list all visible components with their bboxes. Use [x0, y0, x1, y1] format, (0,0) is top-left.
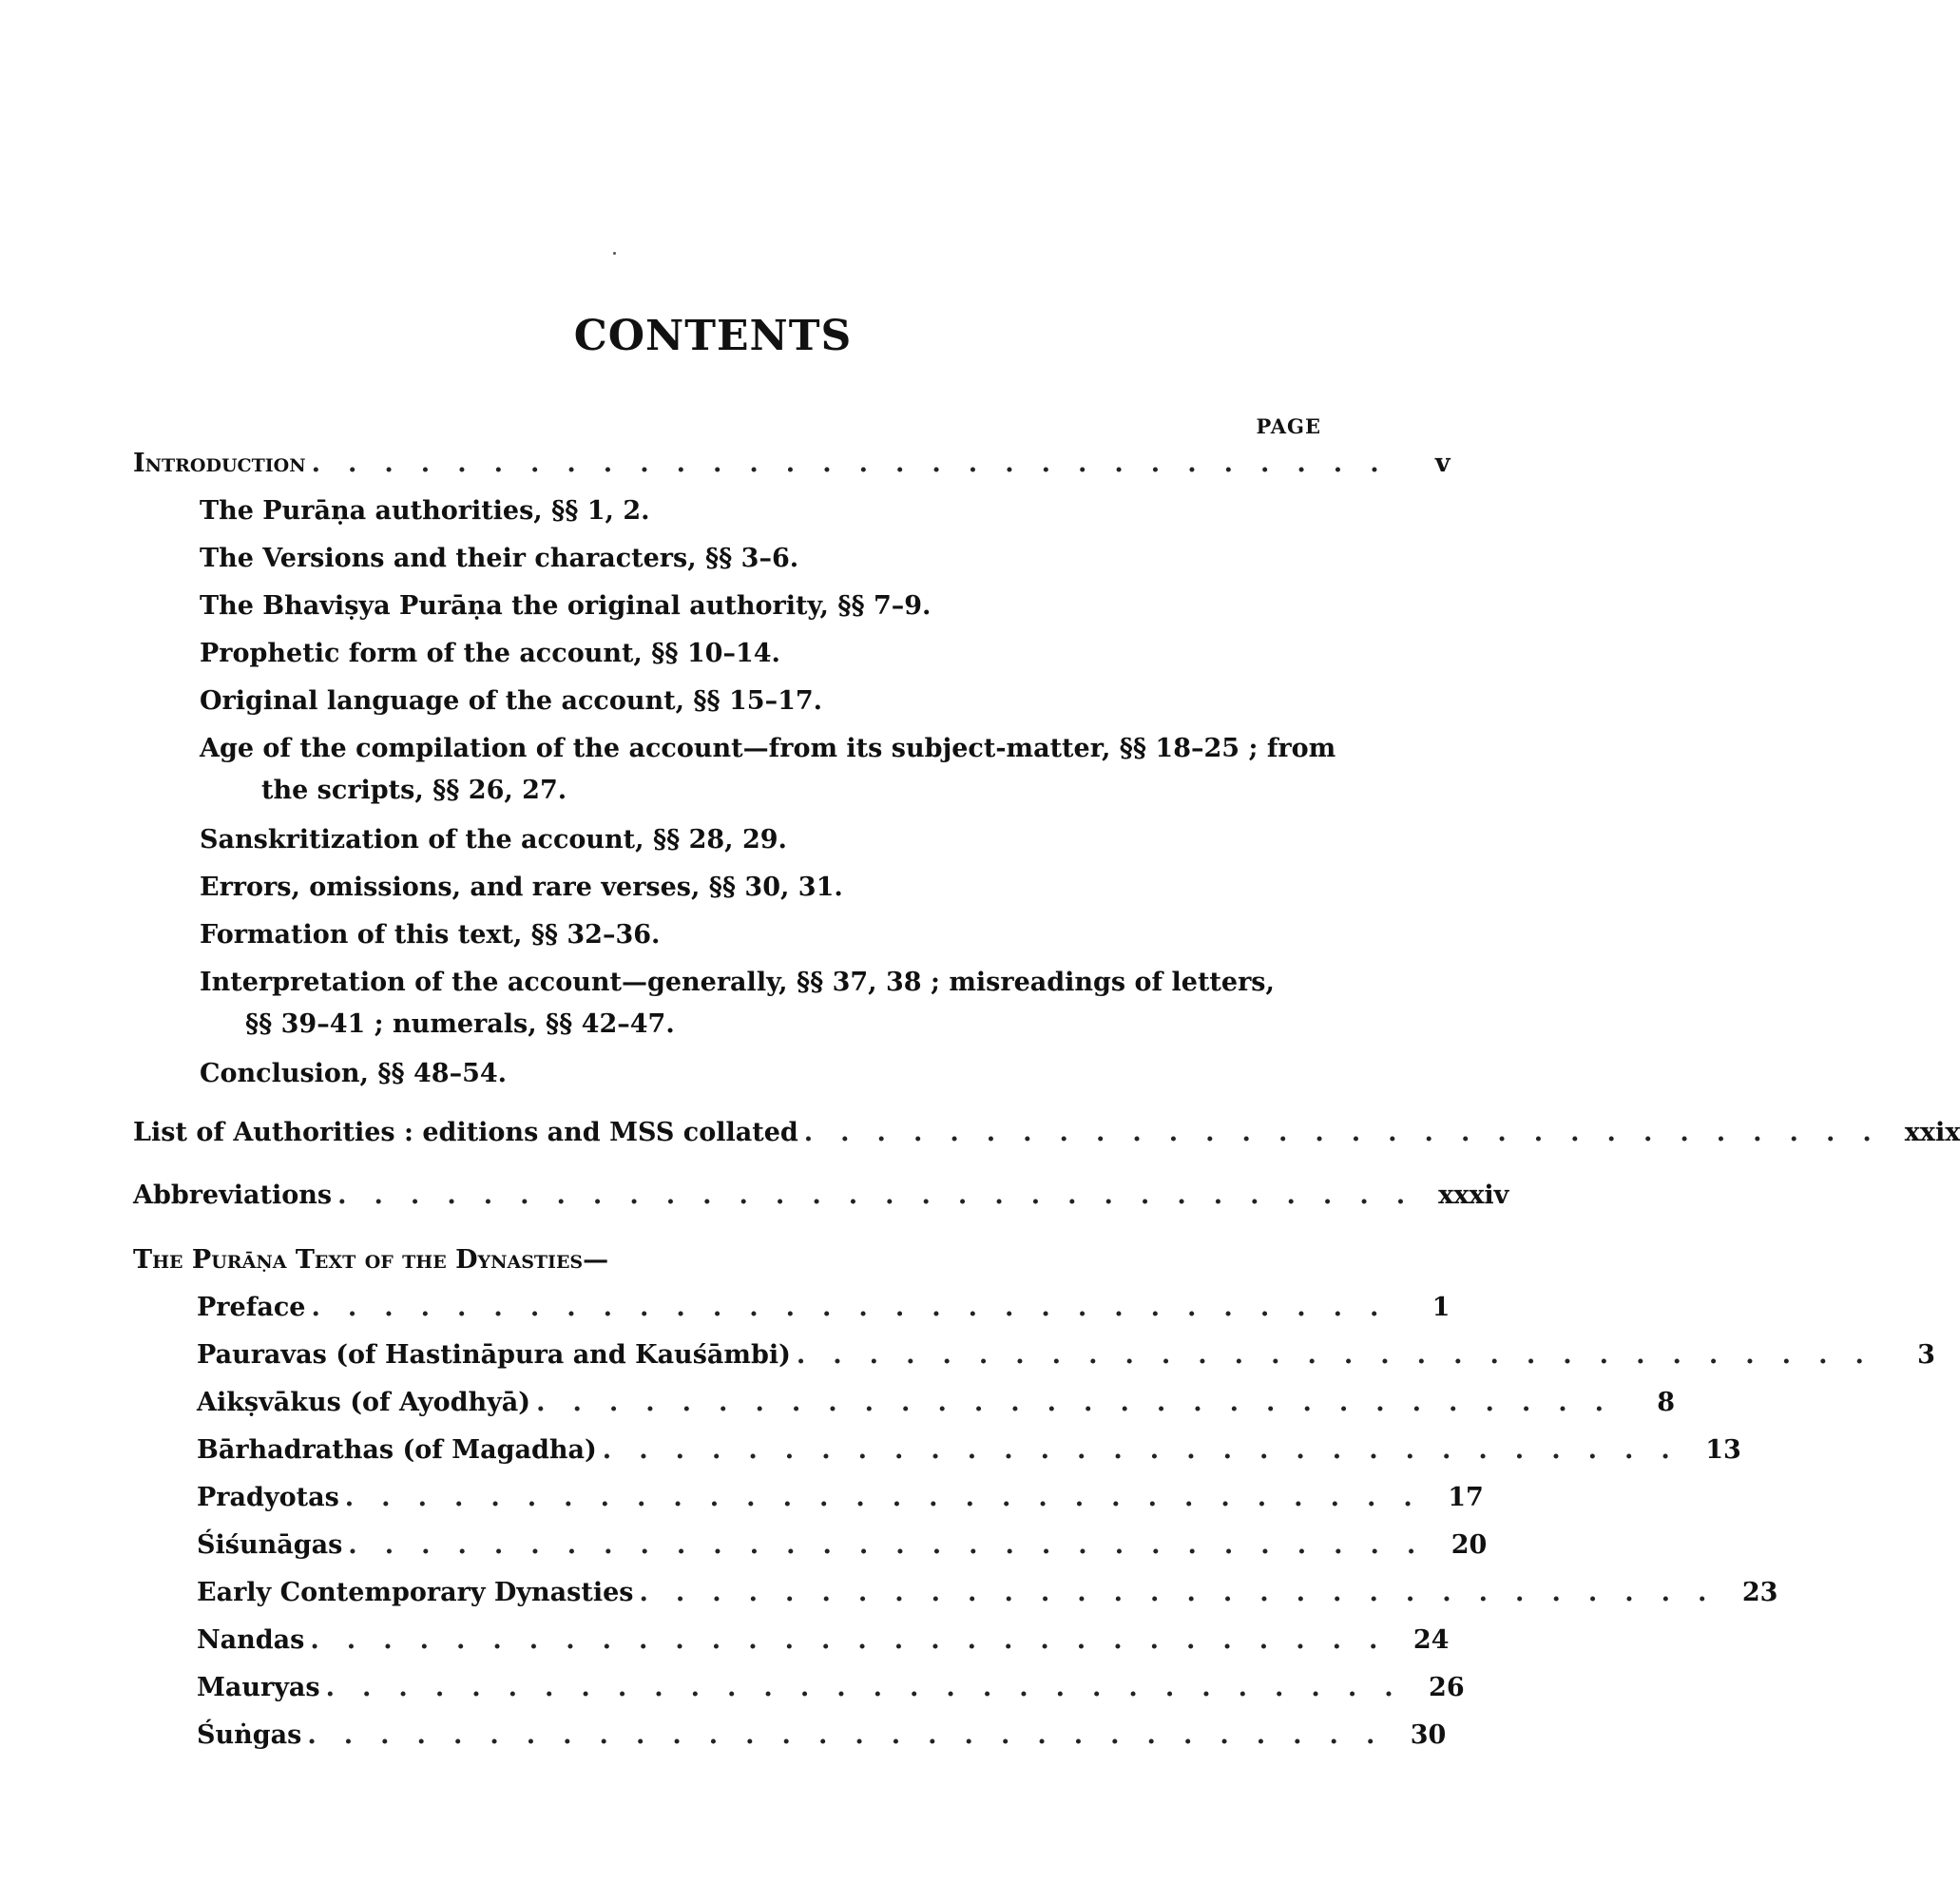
toc-entry-page: 3 — [1917, 1340, 1935, 1370]
intro-subitem: The Purāṇa authorities, §§ 1, 2. — [200, 496, 650, 526]
intro-subitem: Age of the compilation of the account—from its subject-matter, §§ 18–25 ; from — [200, 734, 1336, 763]
toc-entry-page: 8 — [1657, 1388, 1676, 1417]
toc-entry-page: 24 — [1412, 1625, 1450, 1655]
toc-section-heading: The Purāṇa Text of the Dynasties— — [133, 1245, 609, 1275]
dot-leader: .............................. — [337, 1181, 1433, 1210]
intro-subitem-continuation: the scripts, §§ 26, 27. — [261, 776, 567, 805]
toc-entry-dynasty — [197, 1435, 1741, 1465]
toc-entry-label: Mauryas — [197, 1673, 320, 1702]
toc-entry-dynasty — [197, 1483, 1484, 1512]
toc-entry-dynasty — [197, 1340, 1935, 1370]
toc-entry-page: 17 — [1448, 1483, 1484, 1512]
toc-entry-list-of-authorities — [133, 1118, 1960, 1147]
toc-entry-abbreviations — [133, 1181, 1509, 1210]
dot-leader: .............................. — [796, 1340, 1892, 1370]
toc-entry-label: Aikṣvākus (of Ayodhyā) — [197, 1388, 531, 1417]
toc-entry-label: Pauravas (of Hastināpura and Kauśāmbi) — [197, 1340, 791, 1370]
toc-entry-dynasty — [197, 1720, 1447, 1750]
toc-entry-dynasty — [197, 1388, 1676, 1417]
toc-entry-label: Śiśunāgas — [197, 1530, 343, 1560]
toc-entry-page: 23 — [1741, 1578, 1778, 1607]
toc-entry-page: 1 — [1432, 1293, 1451, 1322]
toc-entry-label: Nandas — [197, 1625, 305, 1655]
toc-entry-page: 13 — [1705, 1435, 1741, 1465]
toc-entry-dynasty — [197, 1625, 1450, 1655]
toc-entry-label: Pradyotas — [197, 1483, 339, 1512]
toc-entry-label: Bārhadrathas (of Magadha) — [197, 1435, 597, 1465]
toc-entry-page: xxix — [1904, 1118, 1960, 1147]
dot-leader: .............................. — [348, 1530, 1444, 1560]
toc-entry-page: v — [1434, 449, 1451, 478]
toc-entry-page: 26 — [1429, 1673, 1465, 1702]
toc-entry-dynasty — [197, 1530, 1488, 1560]
toc-entry-page: 20 — [1451, 1530, 1488, 1560]
dot-leader: .............................. — [325, 1673, 1421, 1702]
intro-subitem: Interpretation of the account—generally, §§ 37, 38 ; misreadings of letters, — [200, 968, 1275, 997]
dot-leader: .............................. — [311, 449, 1407, 478]
toc-entry-label: Śuṅgas — [197, 1720, 302, 1750]
intro-subitem: Conclusion, §§ 48–54. — [200, 1059, 508, 1088]
dot-leader: .............................. — [344, 1483, 1440, 1512]
toc-entry-dynasty — [197, 1673, 1465, 1702]
page-column-label: PAGE — [1256, 414, 1321, 438]
dot-leader: .............................. — [639, 1578, 1735, 1607]
page-title: CONTENTS — [573, 312, 853, 360]
toc-entry-dynasty — [197, 1293, 1451, 1322]
toc-entry-dynasty — [197, 1578, 1778, 1607]
intro-subitem: Original language of the account, §§ 15–17. — [200, 686, 823, 716]
toc-entry-introduction — [133, 449, 1451, 478]
intro-subitem: The Bhaviṣya Purāṇa the original authority, §§ 7–9. — [200, 591, 932, 621]
toc-entry-label: List of Authorities : editions and MSS collated — [133, 1118, 798, 1147]
dot-leader: .............................. — [311, 1293, 1407, 1322]
toc-entry-label: Abbreviations — [133, 1181, 333, 1210]
dot-leader: .............................. — [536, 1388, 1632, 1417]
toc-entry-label: Early Contemporary Dynasties — [197, 1578, 634, 1607]
intro-subitem-continuation: §§ 39–41 ; numerals, §§ 42–47. — [245, 1009, 675, 1039]
intro-subitem: Sanskritization of the account, §§ 28, 29. — [200, 825, 787, 854]
intro-subitem: Formation of this text, §§ 32–36. — [200, 920, 661, 950]
stray-mark — [613, 252, 616, 255]
toc-entry-label: Preface — [197, 1293, 306, 1322]
intro-subitem: The Versions and their characters, §§ 3–6. — [200, 544, 799, 573]
toc-entry-label: Introduction — [133, 449, 306, 478]
intro-subitem: Prophetic form of the account, §§ 10–14. — [200, 639, 780, 668]
dot-leader: .............................. — [602, 1435, 1698, 1465]
intro-subitem: Errors, omissions, and rare verses, §§ 30, 31. — [200, 873, 843, 902]
dot-leader: .............................. — [310, 1625, 1406, 1655]
dot-leader: .............................. — [307, 1720, 1403, 1750]
dot-leader: .............................. — [803, 1118, 1899, 1147]
toc-entry-page: xxxiv — [1438, 1181, 1509, 1210]
toc-entry-page: 30 — [1410, 1720, 1447, 1750]
